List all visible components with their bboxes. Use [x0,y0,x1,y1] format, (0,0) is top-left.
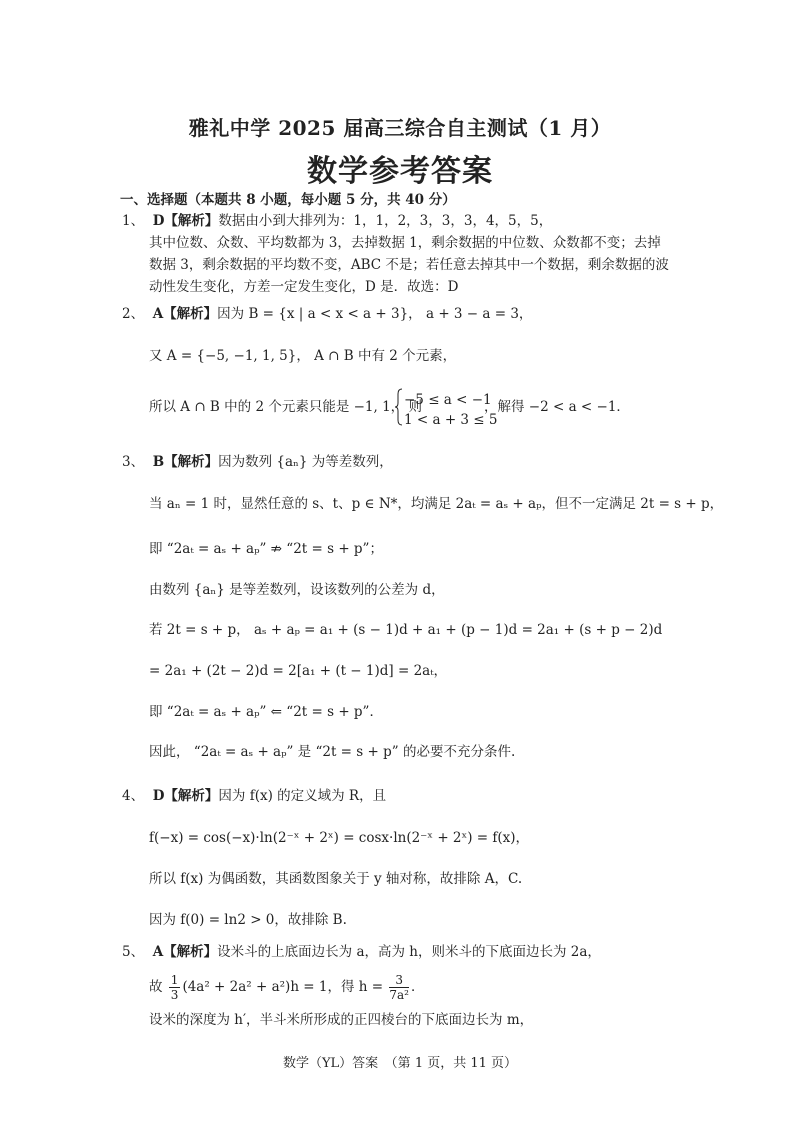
q4-answer-label: D【解析】 [152,788,219,804]
q4-line-2: f(−x) = cos(−x)·ln(2⁻ˣ + 2ˣ) = cosx·ln(2⁻ˣ + 2ˣ) = f(x)， [149,830,530,846]
q3-text: 因为数列 {aₙ} 为等差数列， [218,454,393,470]
system-brace [395,388,403,426]
q3-line-8: 因此， “2aₜ = aₛ + aₚ” 是 “2t = s + p” 的必要不充分条件. [149,744,516,760]
q5-answer-label: A【解析】 [152,944,218,960]
q1-answer-label: D【解析】 [152,213,219,229]
q4-text: 因为 f(x) 的定义域为 R，且 [218,788,387,804]
section-heading: 一、选择题（本题共 8 小题，每小题 5 分，共 40 分） [120,192,456,208]
q3-answer-label: B【解析】 [152,454,219,470]
q3-line-5: 若 2t = s + p， aₛ + aₚ = a₁ + (s − 1)d + a₁ + (p − 1)d = 2a₁ + (s + p − 2)d [149,622,663,638]
q4-line-3: 所以 f(x) 为偶函数，其函数图象关于 y 轴对称，故排除 A，C. [149,871,523,887]
q5-line-3: 设米的深度为 h′，半斗米所形成的正四棱台的下底面边长为 m， [149,1012,534,1028]
fraction-denominator: 7a² [389,988,409,1002]
fraction-one-third [169,973,181,1002]
q1-number: 1、 [122,213,145,229]
q3-line-3: 即 “2aₜ = aₛ + aₚ” ⇏ “2t = s + p”； [149,541,383,557]
q2-answer-label: A【解析】 [152,306,218,322]
q3-line-6: = 2a₁ + (2t − 2)d = 2[a₁ + (t − 1)d] = 2aₜ， [149,663,448,679]
q3-line-2: 当 aₙ = 1 时，显然任意的 s、t、p ∈ N*，均满足 2aₜ = aₛ + aₚ，但不一定满足 2t = s + p， [149,496,724,512]
q2-conclusion: ，解得 −2 < a < −1． [484,399,630,415]
q2-line-2: 又 A = {−5, −1, 1, 5}， A ∩ B 中有 2 个元素， [149,348,457,364]
q1-text: 数据由小到大排列为：1，1，2，3，3，3，4，5，5， [218,213,553,229]
q4-line-1 [122,786,386,806]
q1-line-1 [122,211,552,231]
fraction-h [389,973,409,1002]
q2-line-1 [122,304,532,324]
q3-line-1 [122,452,393,472]
q5-line-2 [149,970,425,1004]
answer-title: 数学参考答案 [307,154,493,189]
q4-number: 4、 [122,788,145,804]
q1-line-3: 数据 3，剩余数据的平均数不变，ABC 不是；若任意去掉其中一个数据，剩余数据的波 [149,257,669,273]
fraction-numerator: 3 [389,973,409,988]
fraction-numerator: 1 [170,973,179,987]
exam-title: 雅礼中学 2025 届高三综合自主测试（1 月） [188,116,612,140]
q5-text: 设米斗的上底面边长为 a，高为 h，则米斗的下底面边长为 2a， [217,944,601,960]
inequality-1: −5 ≤ a < −1 [404,392,492,408]
q3-line-4: 由数列 {aₙ} 是等差数列，设该数列的公差为 d， [149,582,445,598]
q5-period: ． [411,979,425,995]
q5-number: 5、 [122,944,145,960]
q5-prefix: 故 [149,979,163,995]
fraction-denominator: 3 [170,988,179,1002]
page-footer: 数学（YL）答案 （第 1 页，共 11 页） [282,1056,518,1071]
q3-line-7: 即 “2aₜ = aₛ + aₚ” ⇐ “2t = s + p”． [149,704,383,720]
q2-text: 因为 B = {x | a < x < a + 3}， a + 3 − a = 3， [217,306,533,322]
q2-number: 2、 [122,306,145,322]
q3-number: 3、 [122,454,145,470]
q5-equation: (4a² + 2a² + a²)h = 1，得 h = [182,979,384,995]
q5-line-1 [122,942,601,962]
q4-line-4: 因为 f(0) = ln2 > 0，故排除 B. [149,912,347,928]
q1-line-2: 其中位数、众数、平均数都为 3，去掉数据 1，剩余数据的中位数、众数都不变；去掉 [149,235,661,251]
inequality-2: 1 < a + 3 ≤ 5 [404,412,498,428]
q2-line-3: 所以 A ∩ B 中的 2 个元素只能是 −1, 1， 则 [149,399,422,415]
q1-line-4: 动性发生变化，方差一定发生变化，D 是．故选：D [149,279,459,295]
